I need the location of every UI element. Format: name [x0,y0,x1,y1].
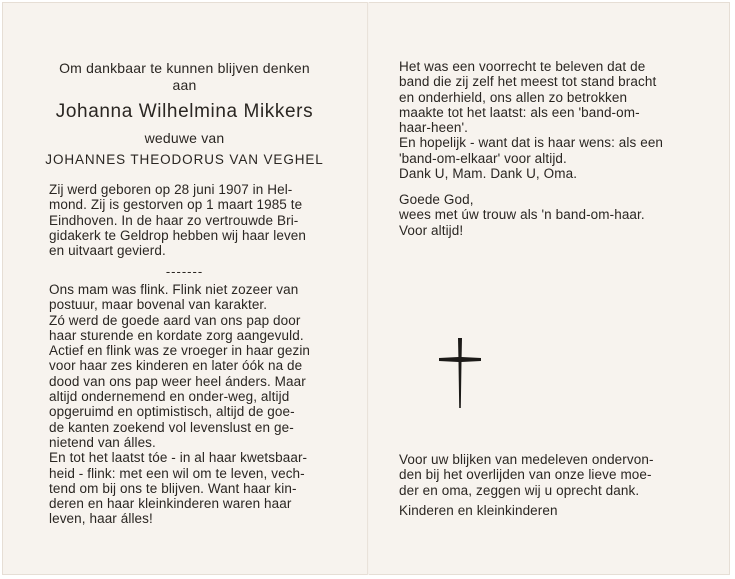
signature: Kinderen en kleinkinderen [399,503,558,518]
birth-death-paragraph: Zij werd geboren op 28 juni 1907 in Hel- mond. Zij is gestorven op 1 maart 1985 te Eindhoven. In de haar zo vertrouwde Bri- gidakerk te Geldrop hebben wij haar leven en uitvaart gevierd. [49,182,307,259]
intro-text [2,60,367,94]
husband-name: JOHANNES THEODORUS VAN VEGHEL [45,152,324,167]
gratitude-paragraph: Het was een voorrecht te beleven dat de band die zij zelf het meest tot stand bracht en onderhield, ons allen zo betrokken maakte tot het laatst: als een 'band-om- haar-heen'. En hopelijk - want dat is haar wens: als een 'band-om-elkaar' voor altijd. Dank U, Mam. Dank U, Oma. [399,59,664,182]
tribute-paragraph: Ons mam was flink. Flink niet zozeer van postuur, maar bovenal van karakter. Zó werd de goede aard van ons pap door haar sturende en kordate zorg aangevuld. Actief en flink was ze vroeger in haar gezin voor haar zes kinderen en later óók na de dood van ons pap weer heel ánders. Maar altijd ondernemend en onder-weg, altijd opgeruimd en optimistisch, altijd de goe- de kanten zoekend vol levenslust en ge- nietend van álles. En tot het laatst tóe - in al haar kwetsbaar- heid - flink: met een wil om te leven, vech- tend om bij ons te blijven. Want haar kin- deren en haar kleinkinderen waren haar leven, haar álles! [49,282,311,527]
thanks-paragraph: Voor uw blijken van medeleven ondervon- den bij het overlijden van onze lieve moe- der en oma, zeggen wij u oprecht dank. [399,452,654,498]
left-page [2,2,367,575]
intro-line-1: Om dankbaar te kunnen blijven denken [59,60,310,76]
cross-shape [439,338,481,408]
latin-cross-icon [439,338,481,408]
right-page [369,2,730,575]
memorial-card [2,2,730,575]
intro-line-2: aan [172,77,197,93]
section-separator: ------- [165,264,204,279]
widow-of-label: weduwe van [144,130,225,146]
deceased-name: Johanna Wilhelmina Mikkers [55,101,314,122]
prayer-paragraph: Goede God, wees met úw trouw als 'n band-om-haar. Voor altijd! [399,192,645,238]
